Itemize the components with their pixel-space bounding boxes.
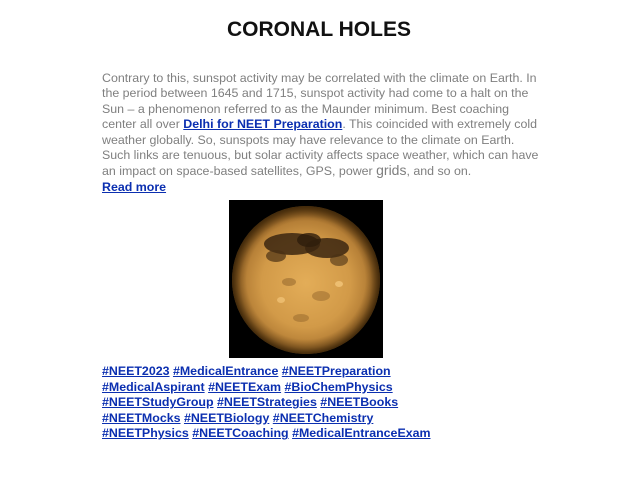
paragraph-1 bbox=[102, 71, 542, 148]
hashtag-block bbox=[102, 364, 562, 442]
hashtag-link[interactable]: #NEETExam bbox=[208, 379, 282, 394]
hashtag-link[interactable]: #NEETCoaching bbox=[192, 426, 289, 441]
coronal-hole-sun-graphic bbox=[229, 200, 383, 358]
hashtag-link[interactable]: #NEETPreparation bbox=[281, 364, 391, 378]
hashtag-link[interactable]: #MedicalAspirant bbox=[102, 379, 205, 394]
hashtag-line bbox=[102, 380, 562, 396]
hashtag-link[interactable]: #NEETChemistry bbox=[272, 410, 374, 425]
paragraph-1-text-b: . This coincided with extremely cold weather globally. So, sunspots may have relevance to the climate on Earth. bbox=[102, 117, 537, 147]
hashtag-link[interactable]: #NEET2023 bbox=[102, 364, 170, 378]
read-more-row bbox=[102, 180, 542, 195]
hashtag-link[interactable]: #NEETStudyGroup bbox=[102, 395, 214, 410]
hashtag-link[interactable]: #NEETStrategies bbox=[216, 395, 317, 410]
hashtag-link[interactable]: #MedicalEntrance bbox=[172, 364, 279, 378]
hashtag-link[interactable]: #BioChemPhysics bbox=[284, 379, 393, 394]
grids-word: grids bbox=[376, 162, 407, 179]
paragraph-1-text-a: Contrary to this, sunspot activity may be correlated with the climate on Earth. In the period between 1645 and 1715, sunspot activity had come to a halt on the Sun – a phenomenon referred to as the Maunder minimum. Best coaching center all over bbox=[102, 71, 537, 132]
article-body bbox=[102, 71, 542, 195]
hashtag-link[interactable]: #NEETBiology bbox=[183, 410, 270, 425]
paragraph-2-text-b: , and so on. bbox=[406, 164, 472, 179]
hashtag-line bbox=[102, 395, 562, 411]
read-more-link[interactable]: Read more bbox=[102, 179, 167, 194]
hashtag-link[interactable]: #MedicalEntranceExam bbox=[292, 426, 431, 441]
paragraph-2-text-a: Such links are tenuous, but solar activity affects space weather, which can have an impact on space-based satellites, GPS, power bbox=[102, 148, 539, 179]
hashtag-line bbox=[102, 426, 562, 442]
hashtag-line bbox=[102, 411, 562, 427]
delhi-neet-link[interactable]: Delhi for NEET Preparation bbox=[183, 117, 343, 132]
sun-image bbox=[229, 200, 383, 358]
hashtag-link[interactable]: #NEETMocks bbox=[102, 410, 181, 425]
page-title: CORONAL HOLES bbox=[227, 18, 411, 41]
hashtag-link[interactable]: #NEETPhysics bbox=[102, 426, 189, 441]
hashtag-line bbox=[102, 364, 562, 380]
hashtag-link[interactable]: #NEETBooks bbox=[320, 395, 399, 410]
paragraph-2 bbox=[102, 148, 542, 180]
